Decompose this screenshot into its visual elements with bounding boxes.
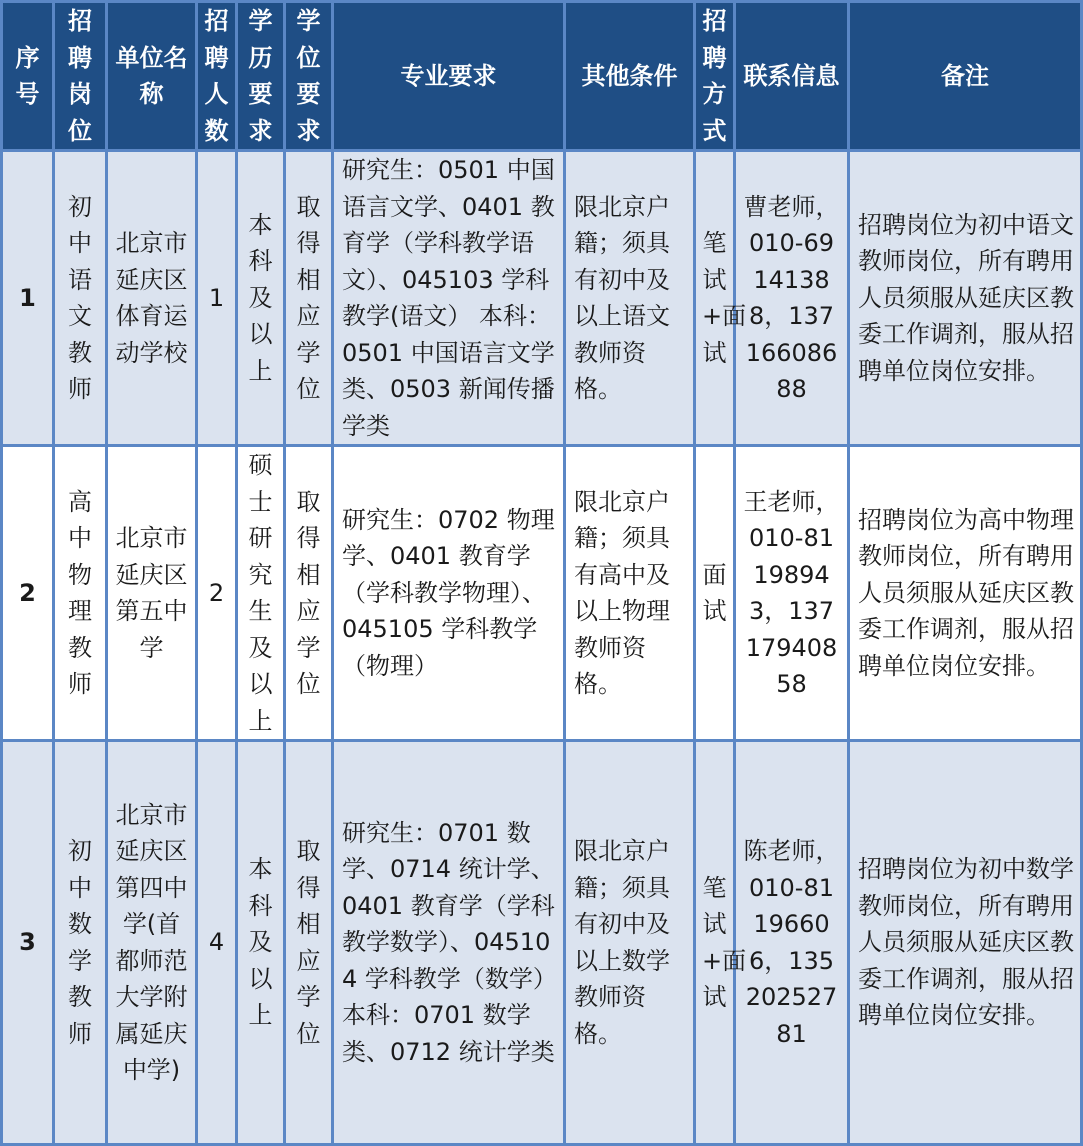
cell-no: 2 (2, 446, 54, 741)
table-row (2, 741, 1082, 1145)
cell-count: 4 (197, 741, 237, 1145)
cell-method: 笔试+面试 (695, 151, 735, 446)
header-degree: 学位要求 (285, 2, 333, 151)
header-unit: 单位名称 (107, 2, 197, 151)
cell-contact: 陈老师，010-81196606，13520252781 (735, 741, 849, 1145)
cell-note: 招聘岗位为初中语文教师岗位，所有聘用人员须服从延庆区教委工作调剂，服从招聘单位岗位安排。 (849, 151, 1082, 446)
cell-degree: 取得相应学位 (285, 151, 333, 446)
header-row (2, 2, 1082, 151)
cell-major: 研究生：0501 中国语言文学、0401 教育学（学科教学语文）、045103 学科教学(语文） 本科：0501 中国语言文学类、0503 新闻传播学类 (333, 151, 565, 446)
table-row (2, 151, 1082, 446)
cell-note: 招聘岗位为初中数学教师岗位，所有聘用人员须服从延庆区教委工作调剂，服从招聘单位岗位安排。 (849, 741, 1082, 1145)
header-count: 招聘人数 (197, 2, 237, 151)
header-method: 招聘方式 (695, 2, 735, 151)
header-note: 备注 (849, 2, 1082, 151)
cell-unit: 北京市延庆区第五中学 (107, 446, 197, 741)
cell-other: 限北京户籍；须具有高中及以上物理教师资格。 (565, 446, 695, 741)
header-major: 专业要求 (333, 2, 565, 151)
cell-contact: 曹老师，010-69141388，13716608688 (735, 151, 849, 446)
cell-count: 1 (197, 151, 237, 446)
cell-position: 高中物理教师 (54, 446, 107, 741)
header-education: 学历要求 (237, 2, 285, 151)
cell-other: 限北京户籍；须具有初中及以上语文教师资格。 (565, 151, 695, 446)
cell-education: 本科及以上 (237, 151, 285, 446)
header-index: 序号 (2, 2, 54, 151)
header-other: 其他条件 (565, 2, 695, 151)
cell-no: 1 (2, 151, 54, 446)
cell-method: 面试 (695, 446, 735, 741)
cell-other: 限北京户籍；须具有初中及以上数学教师资格。 (565, 741, 695, 1145)
cell-unit: 北京市延庆区第四中学(首都师范大学附属延庆中学) (107, 741, 197, 1145)
cell-major: 研究生：0701 数学、0714 统计学、0401 教育学（学科教学数学）、045104 学科教学（数学） 本科：0701 数学类、0712 统计学类 (333, 741, 565, 1145)
cell-position: 初中数学教师 (54, 741, 107, 1145)
table-row (2, 446, 1082, 741)
cell-position: 初中语文教师 (54, 151, 107, 446)
cell-degree: 取得相应学位 (285, 741, 333, 1145)
cell-major: 研究生：0702 物理学、0401 教育学（学科教学物理）、045105 学科教学（物理） (333, 446, 565, 741)
cell-note: 招聘岗位为高中物理教师岗位，所有聘用人员须服从延庆区教委工作调剂，服从招聘单位岗位安排。 (849, 446, 1082, 741)
cell-unit: 北京市延庆区体育运动学校 (107, 151, 197, 446)
cell-count: 2 (197, 446, 237, 741)
cell-no: 3 (2, 741, 54, 1145)
cell-education: 本科及以上 (237, 741, 285, 1145)
cell-education: 硕士研究生及以上 (237, 446, 285, 741)
header-contact: 联系信息 (735, 2, 849, 151)
cell-contact: 王老师，010-81198943，13717940858 (735, 446, 849, 741)
cell-degree: 取得相应学位 (285, 446, 333, 741)
header-position: 招聘岗位 (54, 2, 107, 151)
cell-method: 笔试+面试 (695, 741, 735, 1145)
